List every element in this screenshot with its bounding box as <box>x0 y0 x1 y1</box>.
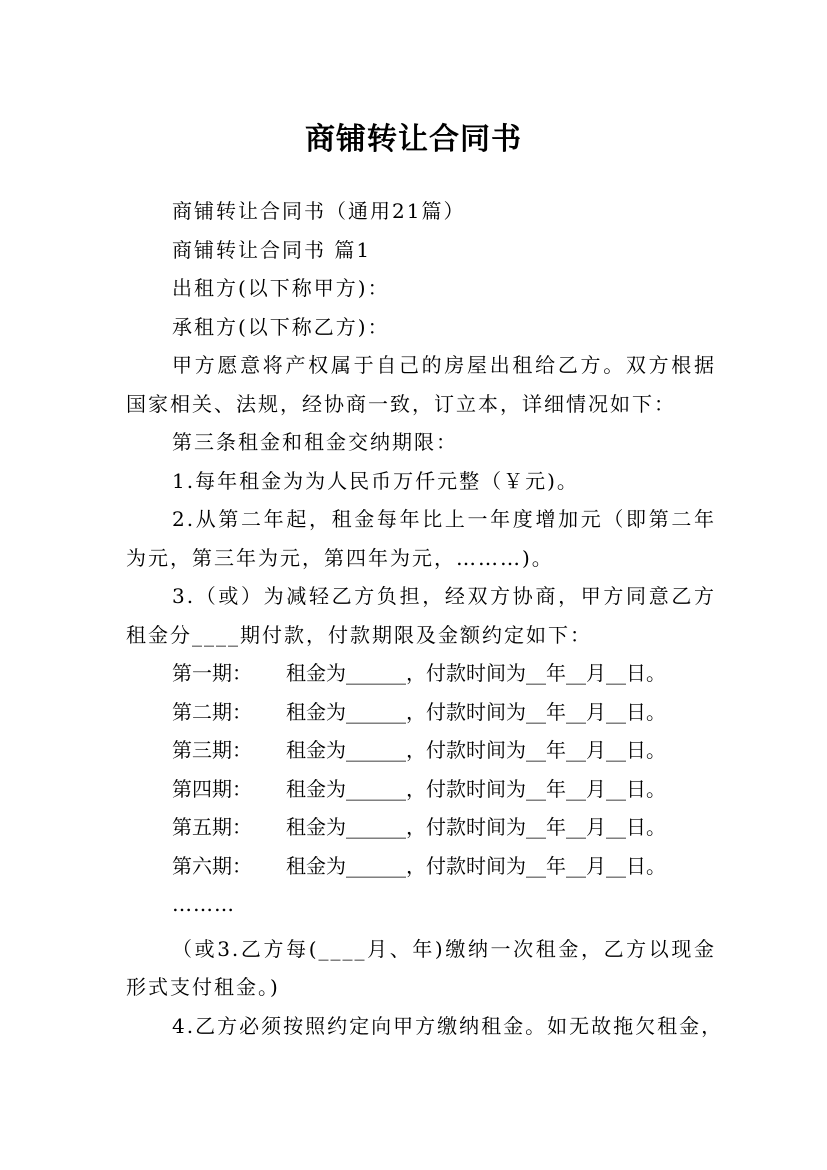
paragraph-section-heading: 商铺转让合同书 篇1 <box>172 237 372 262</box>
ellipsis-line: ……… <box>172 892 235 916</box>
payment-period-row <box>126 808 716 847</box>
paragraph-item-1: 1.每年租金为为人民币万仟元整（￥元)。 <box>172 468 579 493</box>
payment-period-row <box>126 654 716 693</box>
period-text: 租金为______，付款时间为__年__月__日。 <box>286 776 666 801</box>
period-label: 第五期： <box>172 815 252 839</box>
payment-period-row <box>126 693 716 732</box>
paragraph-item-4: 4.乙方必须按照约定向甲方缴纳租金。如无故拖欠租金， <box>172 1013 724 1038</box>
period-text: 租金为______，付款时间为__年__月__日。 <box>286 815 666 839</box>
paragraph-item-3: 3.（或）为减轻乙方负担，经双方协商，甲方同意乙方租金分____期付款，付款期限及金额约定如下： <box>126 584 716 647</box>
payment-periods <box>126 654 716 885</box>
payment-period-row <box>126 770 716 809</box>
period-text: 租金为______，付款时间为__年__月__日。 <box>286 738 666 762</box>
period-text: 租金为______，付款时间为__年__月__日。 <box>286 661 666 685</box>
document-body <box>126 192 724 1045</box>
paragraph-article-three: 第三条租金和租金交纳期限： <box>172 430 458 454</box>
document-title: 商铺转让合同书 <box>305 122 522 158</box>
paragraph-lessor: 出租方(以下称甲方)： <box>172 276 390 300</box>
payment-period-row <box>126 847 716 886</box>
paragraph-item-2: 2.从第二年起，租金每年比上一年度增加元（即第二年为元，第三年为元，第四年为元，………)。 <box>126 507 716 570</box>
paragraph-subtitle: 商铺转让合同书（通用21篇） <box>172 199 466 223</box>
period-text: 租金为______，付款时间为__年__月__日。 <box>286 853 666 878</box>
period-label: 第六期： <box>172 853 252 878</box>
paragraph-intro: 甲方愿意将产权属于自己的房屋出租给乙方。双方根据国家相关、法规，经协商一致，订立本，详细情况如下： <box>126 353 716 416</box>
period-text: 租金为______，付款时间为__年__月__日。 <box>286 699 666 724</box>
period-label: 第四期： <box>172 776 252 801</box>
payment-period-row <box>126 731 716 770</box>
period-label: 第二期： <box>172 699 252 724</box>
period-label: 第三期： <box>172 738 252 762</box>
period-label: 第一期： <box>172 661 252 685</box>
paragraph-lessee: 承租方(以下称乙方)： <box>172 314 390 339</box>
paragraph-alt-3: （或3.乙方每(____月、年)缴纳一次租金，乙方以现金形式支付租金。) <box>126 936 716 999</box>
